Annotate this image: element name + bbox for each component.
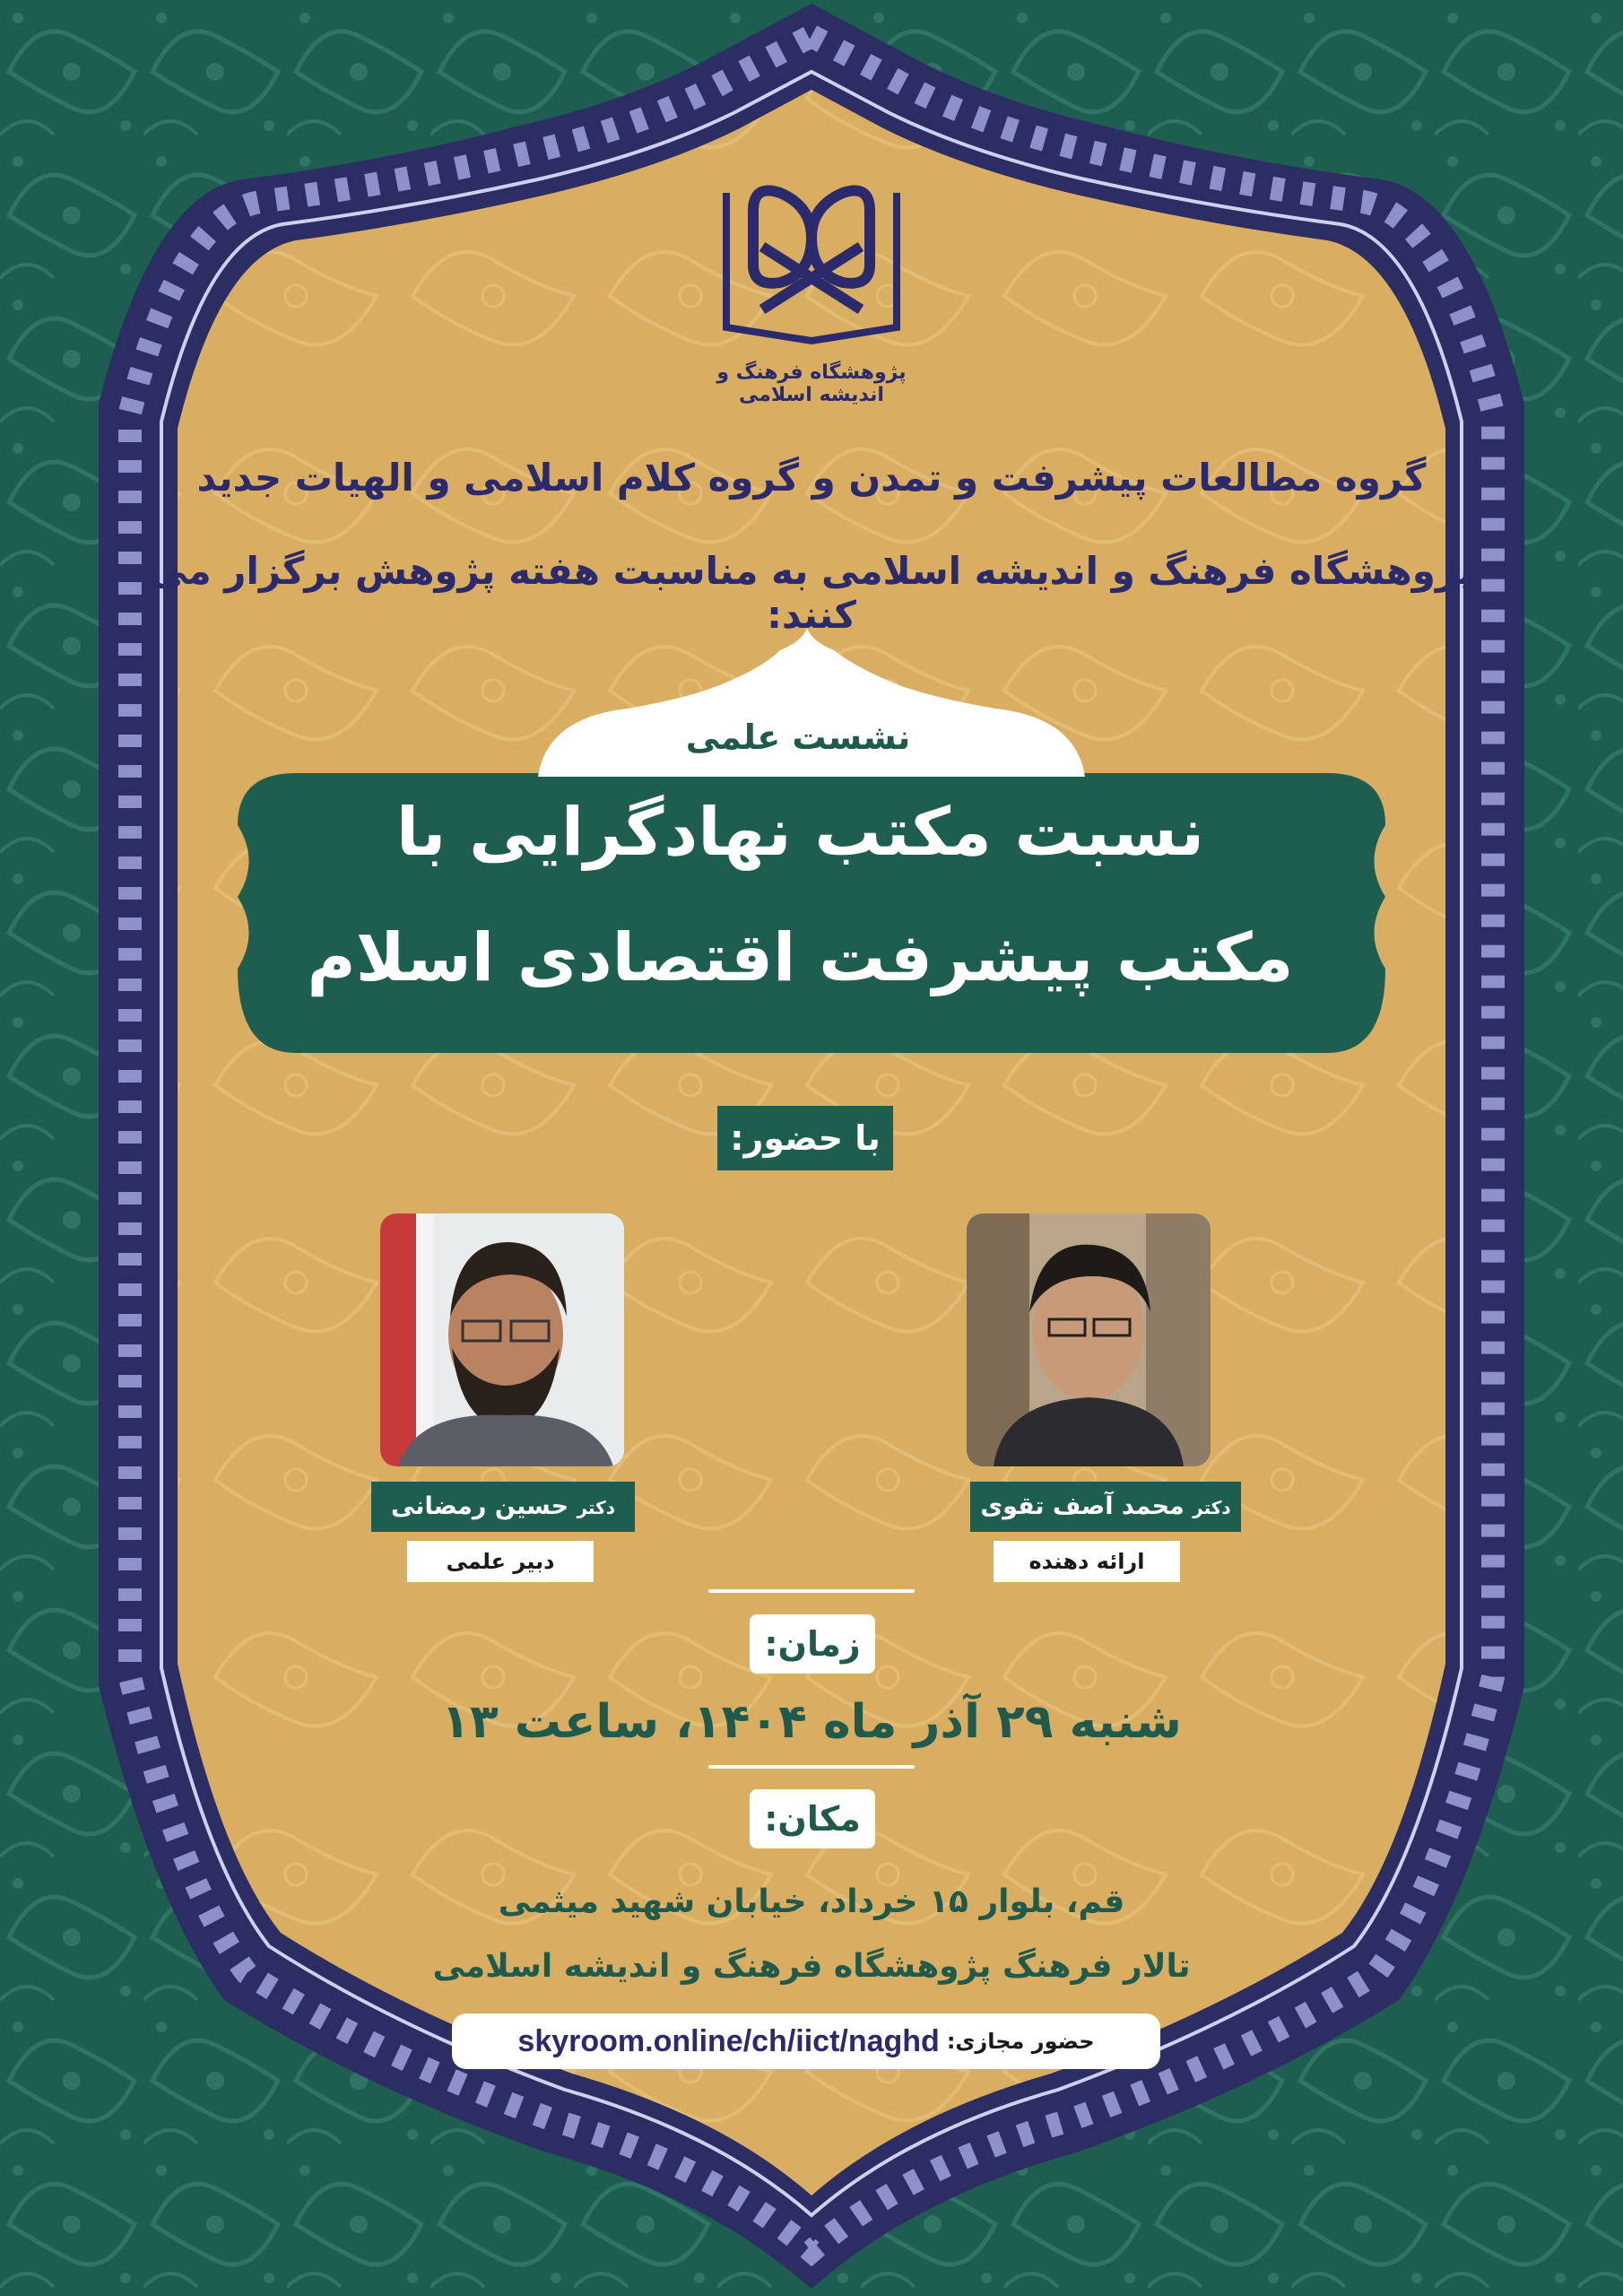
online-box: [452, 2013, 1160, 2069]
speaker-name-2: [371, 1482, 635, 1532]
logo: [699, 175, 924, 417]
online-url[interactable]: skyroom.online/ch/iict/naghd: [517, 2023, 940, 2058]
person-icon: [380, 1213, 624, 1466]
place-hall: تالار فرهنگ پژوهشگاه فرهنگ و اندیشه اسلامی: [432, 1948, 1191, 1985]
time-value: شنبه ۲۹ آذر ماه ۱۴۰۴، ساعت ۱۳: [441, 1695, 1182, 1749]
place-address: قم، بلوار ۱۵ خرداد، خیابان شهید میثمی: [498, 1883, 1125, 1920]
speaker-photo-1: [967, 1213, 1211, 1466]
speaker-fullname-2: حسین رمضانی: [390, 1492, 569, 1520]
online-label: حضور مجازی:: [946, 2029, 1095, 2054]
speaker-title-2: دکتر: [577, 1497, 616, 1518]
speaker-photo-2: [380, 1213, 624, 1466]
person-icon: [967, 1213, 1211, 1466]
session-type: نشست علمی: [685, 718, 911, 757]
place-label: مکان:: [750, 1789, 875, 1848]
logo-icon: [699, 175, 924, 354]
session-title-line-1: نسبت مکتب نهادگرایی با: [395, 794, 1205, 871]
divider-top: [708, 1589, 915, 1593]
speaker-role-1: ارائه دهنده: [994, 1541, 1180, 1582]
speaker-fullname-1: محمد آصف تقوی: [980, 1492, 1185, 1520]
organizer-line-1: گروه مطالعات پیشرفت و تمدن و گروه کلام اسلامی و الهیات جدید: [196, 456, 1427, 500]
session-title-line-2: مکتب پیشرفت اقتصادی اسلام: [307, 919, 1294, 996]
time-label: زمان:: [750, 1614, 875, 1674]
speaker-name-1: [970, 1482, 1241, 1532]
speaker-role-2: دبیر علمی: [407, 1541, 594, 1582]
organizer-line-2: پژوهشگاه فرهنگ و اندیشه اسلامی به مناسبت هفته پژوهش برگزار می کنند:: [150, 549, 1473, 637]
speaker-title-1: دکتر: [1193, 1497, 1231, 1518]
logo-caption: پژوهشگاه فرهنگ و اندیشه اسلامی: [716, 361, 907, 406]
divider-bottom: [708, 1765, 915, 1769]
attendance-label: با حضور:: [717, 1106, 893, 1170]
